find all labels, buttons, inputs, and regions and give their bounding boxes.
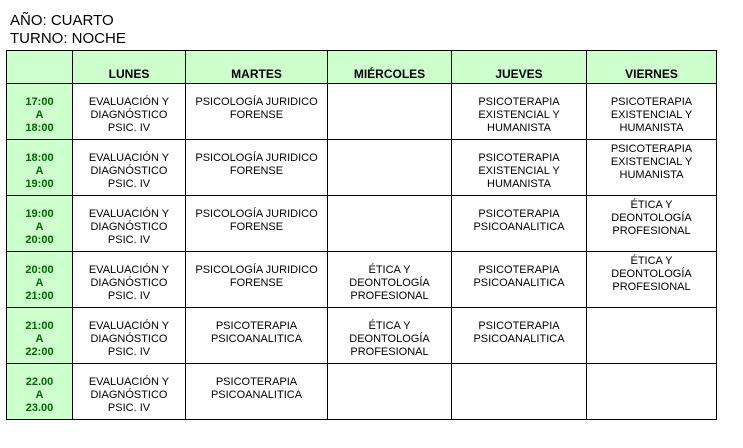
schedule-cell (73, 196, 186, 252)
header-cell-viernes: VIERNES (587, 51, 717, 84)
schedule-cell (73, 140, 186, 196)
course-line: HUMANISTA (487, 122, 551, 134)
schedule-cell (73, 364, 186, 420)
time-slot-cell (7, 84, 73, 140)
schedule-cell (587, 84, 717, 140)
course-line: PSICOANALITICA (473, 333, 565, 345)
course-line: FORENSE (229, 109, 284, 121)
course-line: PSICOANALITICA (210, 389, 303, 401)
schedule-cell (186, 252, 328, 308)
course-line: PSICOANALITICA (473, 277, 565, 289)
schedule-cell (328, 308, 452, 364)
schedule-cell (186, 364, 328, 420)
schedule-cell (452, 140, 587, 196)
header-cell-time (7, 51, 73, 84)
course-line: PSICOANALITICA (473, 221, 565, 233)
time-slot-line: A (35, 109, 44, 121)
time-slot-line: 18:00 (25, 122, 54, 134)
time-slot-line: 19:00 (25, 208, 54, 220)
time-slot-line: 22:00 (25, 346, 54, 358)
course-line: PSICOTERAPIA (215, 320, 298, 332)
time-slot-line: 22.00 (25, 376, 54, 388)
schedule-cell (73, 308, 186, 364)
course-line: PROFESIONAL (612, 225, 691, 237)
course-line: PSICOLOGÍA JURIDICO (195, 264, 318, 276)
course-line: PROFESIONAL (350, 346, 429, 358)
course-line: HUMANISTA (619, 169, 684, 181)
time-slot-line: 23.00 (25, 402, 54, 414)
schedule-cell (452, 364, 587, 420)
course-line: FORENSE (229, 165, 284, 177)
course-line: EXISTENCIAL Y (478, 165, 560, 177)
course-line: DIAGNÓSTICO (90, 109, 168, 121)
course-line: DIAGNÓSTICO (90, 221, 168, 233)
course-line: ÉTICA Y (630, 255, 673, 267)
time-slot-line: A (35, 165, 44, 177)
schedule-cell (328, 196, 452, 252)
course-line: PSICOLOGÍA JURIDICO (195, 96, 318, 108)
schedule-cell (328, 84, 452, 140)
schedule-cell (73, 252, 186, 308)
course-line: EXISTENCIAL Y (610, 156, 693, 168)
course-line: HUMANISTA (487, 178, 551, 190)
course-line: DEONTOLOGÍA (349, 333, 430, 345)
course-line: DIAGNÓSTICO (90, 277, 168, 289)
schedule-cell (587, 140, 717, 196)
time-slot-line: A (35, 389, 44, 401)
header-cell-jueves: JUEVES (452, 51, 587, 84)
header-cell-lunes: LUNES (73, 51, 186, 84)
schedule-cell (452, 252, 587, 308)
course-line: EVALUACIÓN Y (88, 96, 170, 108)
time-slot-line: 20:00 (25, 264, 54, 276)
header-cell-miercoles: MIÉRCOLES (328, 51, 452, 84)
table-row (7, 364, 717, 420)
table-row (7, 84, 717, 140)
course-line: PSICOTERAPIA (478, 208, 560, 220)
time-slot-line: 20:00 (25, 234, 54, 246)
course-line: PSICOTERAPIA (215, 376, 298, 388)
course-line: ÉTICA Y (630, 199, 673, 211)
table-row (7, 140, 717, 196)
schedule-cell (452, 84, 587, 140)
course-line: DIAGNÓSTICO (90, 165, 168, 177)
schedule-cell (186, 140, 328, 196)
course-line: HUMANISTA (619, 122, 684, 134)
time-slot-line: A (35, 221, 44, 233)
course-line: EVALUACIÓN Y (88, 376, 170, 388)
schedule-cell (73, 84, 186, 140)
table-row (7, 308, 717, 364)
course-line: ÉTICA Y (368, 264, 411, 276)
course-line: PSICOLOGÍA JURIDICO (195, 208, 318, 220)
schedule-cell (587, 252, 717, 308)
time-slot-cell (7, 364, 73, 420)
course-line: PSIC. IV (107, 234, 151, 246)
schedule-body (7, 84, 717, 420)
course-line: PSIC. IV (107, 178, 151, 190)
schedule-cell (587, 196, 717, 252)
course-line: DIAGNÓSTICO (90, 389, 168, 401)
course-line: EVALUACIÓN Y (88, 320, 170, 332)
course-line: FORENSE (229, 277, 284, 289)
time-slot-cell (7, 308, 73, 364)
time-slot-line: A (35, 333, 44, 345)
schedule-cell (587, 308, 717, 364)
schedule-cell (452, 196, 587, 252)
time-slot-line: 21:00 (25, 320, 54, 332)
course-line: PROFESIONAL (612, 281, 691, 293)
time-slot-cell (7, 252, 73, 308)
course-line: PSICOANALITICA (210, 333, 303, 345)
course-line: EVALUACIÓN Y (88, 208, 170, 220)
time-slot-line: A (35, 277, 44, 289)
schedule-cell (328, 364, 452, 420)
schedule-cell (328, 252, 452, 308)
course-line: DEONTOLOGÍA (611, 268, 692, 280)
course-line: PSIC. IV (107, 402, 151, 414)
time-slot-cell (7, 196, 73, 252)
course-line: DEONTOLOGÍA (349, 277, 430, 289)
schedule-table (6, 50, 717, 420)
page-header (10, 12, 126, 48)
course-line: PSICOTERAPIA (478, 96, 560, 108)
course-line: EXISTENCIAL Y (610, 109, 693, 121)
time-slot-line: 17:00 (25, 96, 54, 108)
table-row (7, 252, 717, 308)
course-line: PSIC. IV (107, 290, 151, 302)
schedule-cell (186, 84, 328, 140)
course-line: PSICOTERAPIA (478, 320, 560, 332)
course-line: PSICOTERAPIA (478, 264, 560, 276)
course-line: PSICOTERAPIA (610, 96, 693, 108)
course-line: ÉTICA Y (368, 320, 411, 332)
schedule-cell (452, 308, 587, 364)
course-line: DIAGNÓSTICO (90, 333, 168, 345)
schedule-cell (186, 308, 328, 364)
course-line: EXISTENCIAL Y (478, 109, 560, 121)
time-slot-line: 18:00 (25, 152, 54, 164)
time-slot-line: 21:00 (25, 290, 54, 302)
table-row (7, 196, 717, 252)
header-cell-martes: MARTES (186, 51, 328, 84)
course-line: FORENSE (229, 221, 284, 233)
course-line: PSICOTERAPIA (610, 143, 693, 155)
course-line: PSIC. IV (107, 122, 151, 134)
course-line: PSIC. IV (107, 346, 151, 358)
schedule-cell (587, 364, 717, 420)
course-line: EVALUACIÓN Y (88, 264, 170, 276)
course-line: PROFESIONAL (350, 290, 429, 302)
course-line: PSICOLOGÍA JURIDICO (195, 152, 318, 164)
shift-label: TURNO: NOCHE (10, 30, 126, 47)
time-slot-line: 19:00 (25, 178, 54, 190)
course-line: DEONTOLOGÍA (611, 212, 692, 224)
year-label: AÑO: CUARTO (10, 12, 114, 29)
course-line: PSICOTERAPIA (478, 152, 560, 164)
header-row (7, 51, 717, 84)
schedule-cell (186, 196, 328, 252)
time-slot-cell (7, 140, 73, 196)
course-line: EVALUACIÓN Y (88, 152, 170, 164)
schedule-cell (328, 140, 452, 196)
